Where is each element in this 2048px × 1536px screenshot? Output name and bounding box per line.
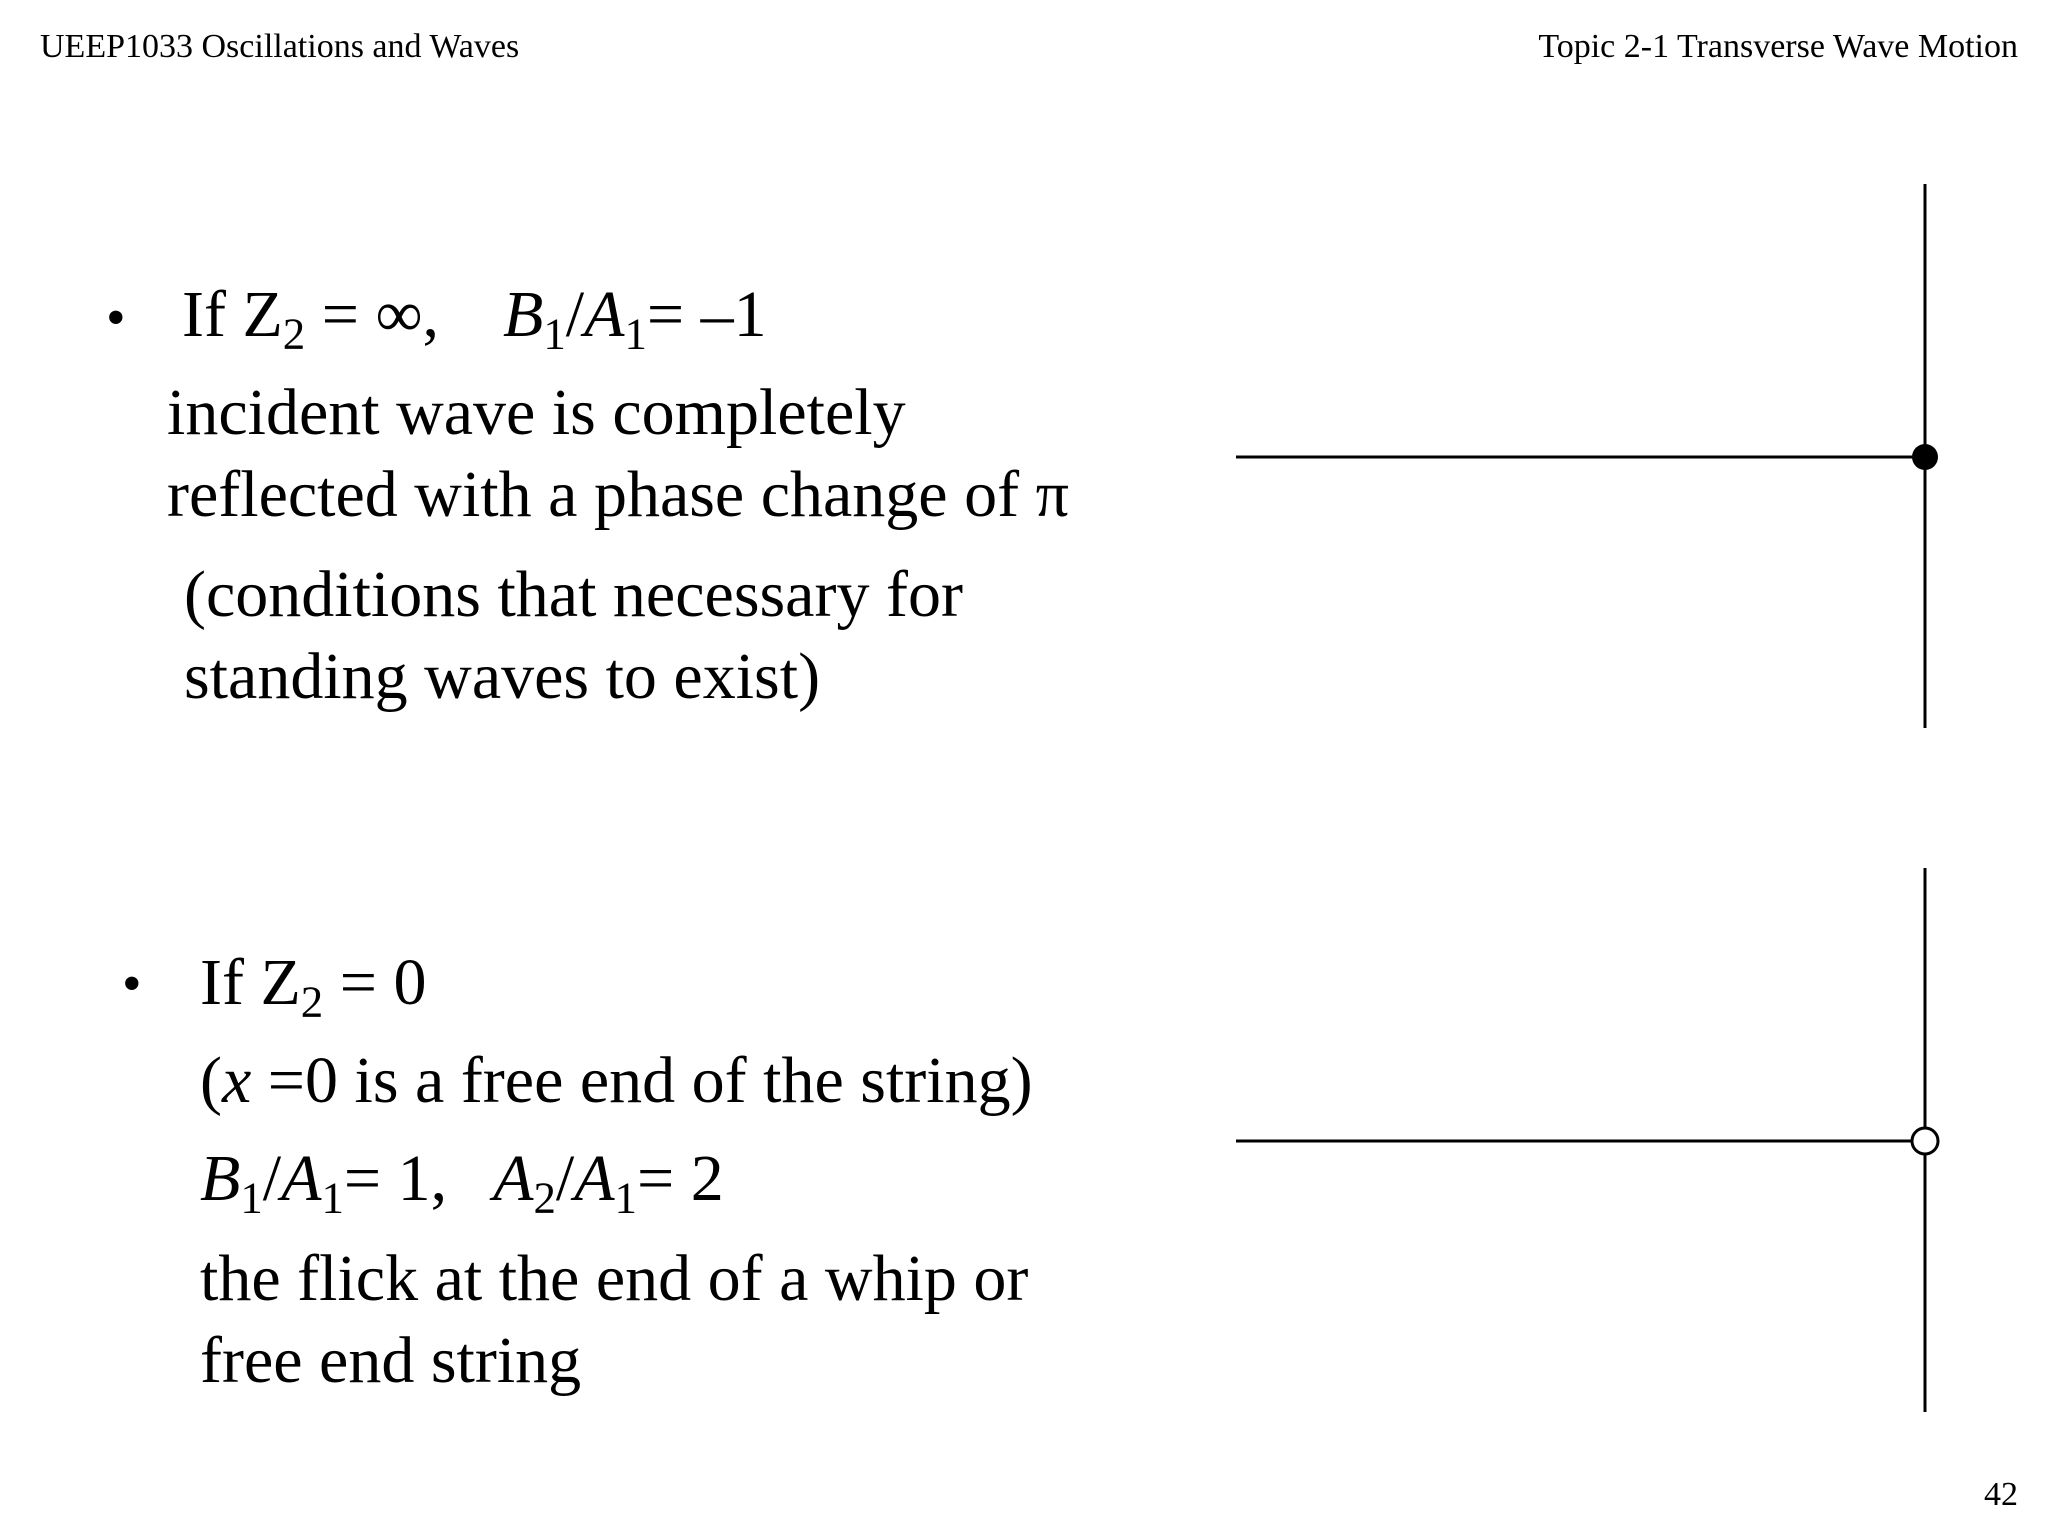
description-line: incident wave is completely <box>167 376 906 449</box>
ratio-value: = –1 <box>646 278 767 351</box>
free-end-ring <box>1912 1128 1938 1154</box>
ratio-slash: / <box>565 278 585 351</box>
condition-prefix: If Z <box>200 946 301 1019</box>
ratio-a2-subscript: 2 <box>533 1172 556 1223</box>
ratio-a: A <box>281 1142 322 1215</box>
ratio-b-subscript: 1 <box>240 1172 263 1223</box>
description-line: reflected with a phase change of π <box>167 458 1069 531</box>
note-line: (conditions that necessary for <box>184 558 963 631</box>
description-line: the flick at the end of a whip or <box>200 1242 1029 1315</box>
fixed-end-dot <box>1912 444 1938 470</box>
topic-title: Topic 2-1 Transverse Wave Motion <box>1538 28 2018 65</box>
ratio-b-subscript: 1 <box>543 308 566 359</box>
ratio-slash: / <box>262 1142 282 1215</box>
paren-open: ( <box>200 1044 222 1117</box>
condition-equals: = 0 <box>323 946 427 1019</box>
ratio-value: = 2 <box>636 1142 724 1215</box>
description-line: free end string <box>200 1324 582 1397</box>
free-end-text: =0 is a free end of the string) <box>251 1044 1033 1117</box>
condition-subscript: 2 <box>300 976 324 1027</box>
condition-equals: = ∞, <box>305 278 439 351</box>
condition-subscript: 2 <box>282 308 306 359</box>
bullet-marker: • <box>122 953 142 1015</box>
ratio-slash: / <box>555 1142 575 1215</box>
ratio-value: = 1, <box>343 1142 448 1215</box>
free-end-diagram <box>1220 864 1960 1424</box>
ratio-b: B <box>503 278 544 351</box>
ratio-line <box>200 1142 724 1223</box>
ratio-a: A <box>584 278 625 351</box>
ratio-a-subscript: 1 <box>321 1172 344 1223</box>
free-end-note <box>200 1044 1033 1117</box>
ratio-a1: A <box>574 1142 615 1215</box>
page-number: 42 <box>1984 1476 2018 1513</box>
condition-prefix: If Z <box>182 278 283 351</box>
ratio-a2: A <box>493 1142 534 1215</box>
ratio-b: B <box>200 1142 241 1215</box>
condition-line <box>200 946 427 1027</box>
fixed-end-diagram <box>1220 180 1960 740</box>
condition-line <box>182 278 767 359</box>
x-variable: x <box>221 1044 252 1117</box>
ratio-a1-subscript: 1 <box>614 1172 637 1223</box>
ratio-a-subscript: 1 <box>624 308 647 359</box>
course-title: UEEP1033 Oscillations and Waves <box>40 28 520 65</box>
bullet-marker: • <box>106 287 126 349</box>
note-line: standing waves to exist) <box>184 640 821 713</box>
